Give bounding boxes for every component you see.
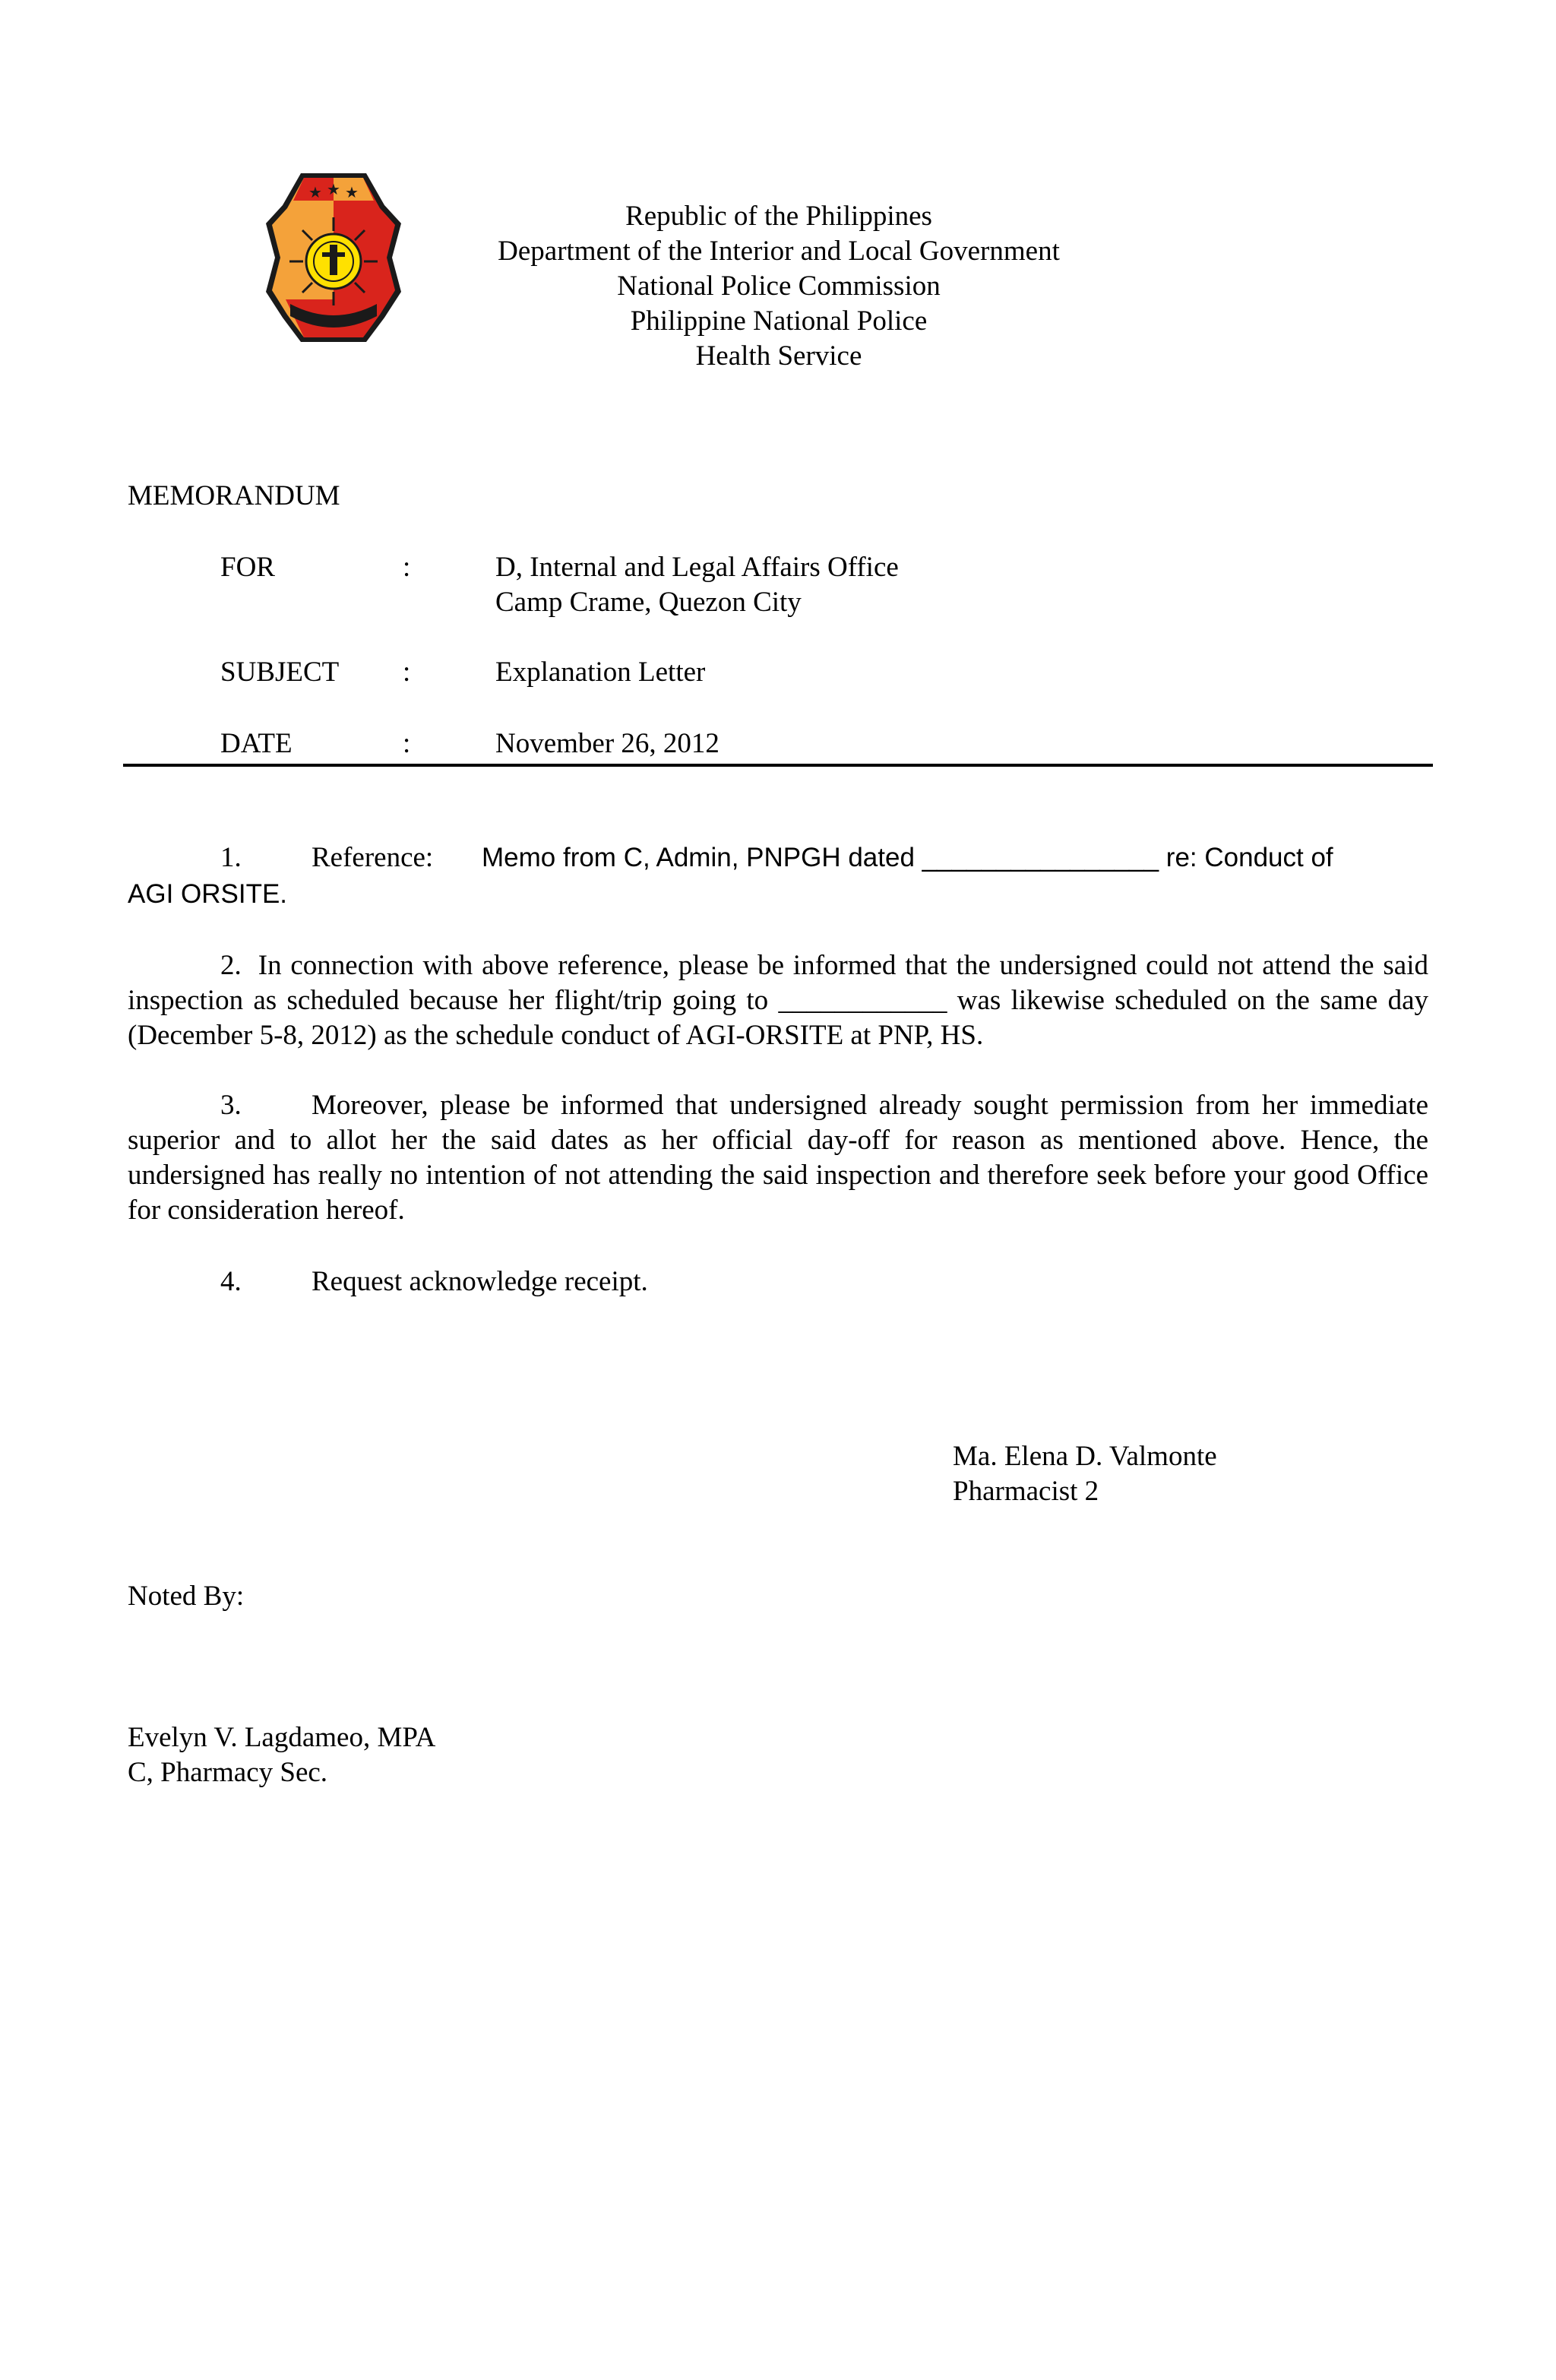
subject-colon: : (403, 657, 411, 688)
date-value: November 26, 2012 (495, 728, 719, 759)
for-value-line-2: Camp Crame, Quezon City (495, 587, 802, 618)
paragraph-3 (128, 1088, 1428, 1228)
paragraph-4-number: 4. (220, 1266, 242, 1297)
for-label: FOR (220, 552, 275, 583)
noted-by-label: Noted By: (128, 1581, 245, 1612)
svg-text:★: ★ (308, 183, 322, 201)
letterhead-line-3: National Police Commission (617, 271, 941, 302)
for-colon: : (403, 552, 411, 583)
paragraph-3-number: 3. (220, 1090, 242, 1121)
paragraph-3-text: Moreover, please be informed that undersigned already sought permission from her immediate superior and to allot her the said dates as her official day-off for reason as mentioned above. Hence, the undersigned has really no intention of not attending the said inspection and therefore seek before your good Office for consideration hereof. (128, 1090, 1428, 1226)
noted-by-title: C, Pharmacy Sec. (128, 1757, 328, 1788)
letterhead-line-1: Republic of the Philippines (625, 201, 932, 232)
paragraph-1-text-continued: AGI ORSITE. (128, 879, 288, 909)
paragraph-1-number: 1. (220, 842, 242, 873)
noted-by-name: Evelyn V. Lagdameo, MPA (128, 1722, 436, 1753)
paragraph-2-text: In connection with above reference, please be informed that the undersigned could not attend the said inspection as scheduled because her flight/trip going to ____________ was likewise scheduled on the same day (December 5-8, 2012) as the schedule conduct of AGI-ORSITE at PNP, HS. (128, 950, 1428, 1051)
svg-text:★: ★ (327, 180, 340, 198)
date-label: DATE (220, 728, 293, 759)
date-colon: : (403, 728, 411, 759)
for-value-line-1: D, Internal and Legal Affairs Office (495, 552, 899, 583)
subject-label: SUBJECT (220, 657, 340, 688)
signatory-title: Pharmacist 2 (953, 1476, 1099, 1507)
paragraph-2-number: 2. (220, 950, 242, 981)
letterhead (456, 199, 1102, 374)
memo-title: MEMORANDUM (128, 480, 340, 511)
paragraph-2 (128, 948, 1428, 1053)
paragraph-1-label: Reference: (312, 842, 434, 873)
letterhead-line-2: Department of the Interior and Local Government (498, 236, 1060, 267)
svg-text:★: ★ (345, 183, 359, 201)
letterhead-line-4: Philippine National Police (630, 305, 928, 337)
paragraph-4-text: Request acknowledge receipt. (312, 1266, 648, 1297)
letterhead-line-5: Health Service (695, 340, 862, 372)
subject-value: Explanation Letter (495, 657, 706, 688)
pnp-seal-logo (263, 170, 404, 345)
header-divider (123, 764, 1433, 767)
paragraph-1-text: Memo from C, Admin, PNPGH dated ________________ re: Conduct of (482, 843, 1333, 872)
signatory-name: Ma. Elena D. Valmonte (953, 1441, 1217, 1472)
